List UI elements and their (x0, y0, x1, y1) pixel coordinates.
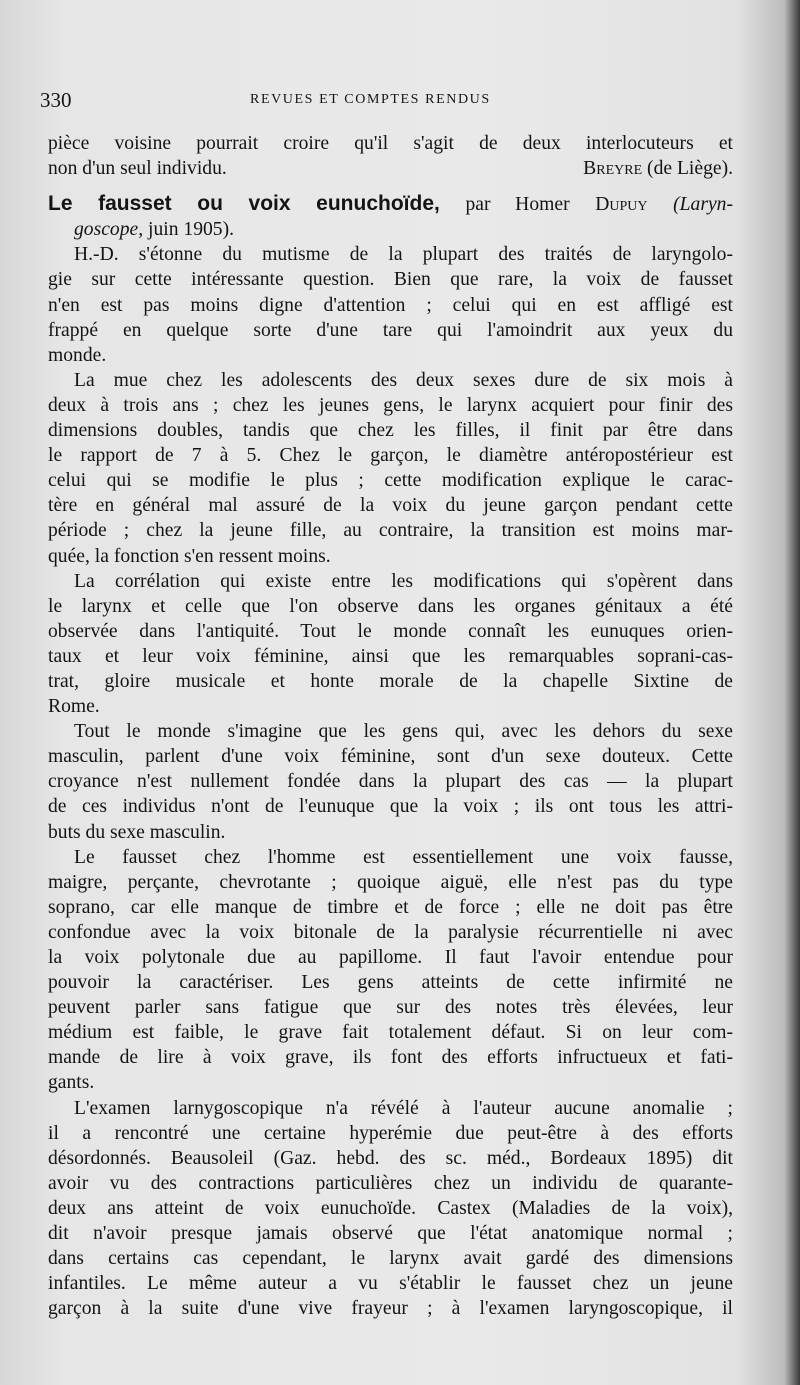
text-line: période ; chez la jeune fille, au contraire, la transition est moins mar- (48, 520, 733, 542)
text-line: H.-D. s'étonne du mutisme de la plupart des traités de laryngolo- (74, 244, 733, 266)
article-journal-cont: goscope, (74, 219, 144, 241)
section-gap (48, 181, 733, 191)
text-line-signature (48, 156, 733, 181)
page-header (40, 88, 740, 118)
article-by: par Homer (465, 194, 570, 216)
text-line: buts du sexe masculin. (48, 821, 226, 843)
text-line: taux et leur voix féminine, ainsi que les remarquables soprani-cas- (48, 645, 733, 667)
text-line: la voix polytonale due au papillome. Il faut l'avoir entendue pour (48, 947, 733, 968)
text-line: Rome. (48, 696, 100, 718)
article-heading (48, 191, 733, 217)
text-line: de ces individus n'ont de l'eunuque que la voix ; ils ont tous les attri- (48, 796, 733, 818)
text-fragment: non d'un seul individu. (48, 158, 227, 180)
paragraph-4 (48, 719, 733, 844)
text-line: La corrélation qui existe entre les modifications qui s'opèrent dans (74, 570, 733, 592)
text-line: infantiles. Le même auteur a vu s'établir le fausset chez un jeune (48, 1273, 733, 1295)
signature-place: (de Liège). (647, 158, 733, 180)
article-journal: (Laryn- (673, 194, 733, 216)
text-line: garçon à la suite d'une vive frayeur ; à l'examen laryngoscopique, il (48, 1298, 733, 1320)
text-line: pouvoir la caractériser. Les gens atteints de cette infirmité ne (48, 972, 733, 994)
text-line: trat, gloire musicale et honte morale de la chapelle Sixtine de (48, 670, 733, 692)
text-line: tère en général mal assuré de la voix du jeune garçon pendant cette (48, 495, 733, 517)
text-line: maigre, perçante, chevrotante ; quoique aiguë, elle n'est pas du type (48, 871, 733, 893)
article-title: Le fausset ou voix eunuchoïde, (48, 192, 440, 216)
article-heading-cont (48, 217, 733, 242)
text-line: quée, la fonction s'en ressent moins. (48, 545, 331, 567)
text-line: n'en est pas moins digne d'attention ; celui qui en est affligé est (48, 294, 733, 316)
page-number: 330 (40, 88, 72, 112)
text-line: dimensions doubles, tandis que chez les filles, il finit par être dans (48, 420, 733, 442)
review-signature (583, 156, 733, 181)
running-head: REVUES ET COMPTES RENDUS (250, 92, 491, 107)
signature-name: Breyre (583, 158, 643, 180)
text-line: mande de lire à voix grave, ils font des efforts infructueux et fati- (48, 1047, 733, 1069)
text-line: le rapport de 7 à 5. Chez le garçon, le diamètre antéropostérieur est (48, 445, 733, 467)
text-line: deux à trois ans ; chez les jeunes gens, le larynx acquiert pour finir des (48, 394, 733, 416)
text-line: Le fausset chez l'homme est essentiellement une voix fausse, (74, 846, 733, 868)
paragraph-3 (48, 569, 733, 720)
text-line: observée dans l'antiquité. Tout le monde connaît les eunuques orien- (48, 620, 733, 642)
text-line: gie sur cette intéressante question. Bien que rare, la voix de fausset (48, 269, 733, 291)
paragraph-2 (48, 368, 733, 569)
text-line: dans certains cas cependant, le larynx avait gardé des dimensions (48, 1248, 733, 1270)
paragraph-6 (48, 1096, 733, 1322)
article-author: Dupuy (595, 194, 648, 216)
text-line: Tout le monde s'imagine que les gens qui, avec les dehors du sexe (74, 721, 733, 743)
text-line: masculin, parlent d'une voix féminine, sont d'un sexe douteux. Cette (48, 746, 733, 768)
text-line: le larynx et celle que l'on observe dans les organes génitaux a été (48, 595, 733, 617)
text-line: soprano, car elle manque de timbre et de force ; elle ne doit pas être (48, 896, 733, 918)
text-line: médium est faible, le grave fait totalement défaut. Si on leur com- (48, 1022, 733, 1044)
text-line: monde. (48, 344, 107, 366)
text-line: dit n'avoir presque jamais observé que l'état anatomique normal ; (48, 1223, 733, 1245)
text-line: deux ans atteint de voix eunuchoïde. Castex (Maladies de la voix), (48, 1197, 733, 1219)
paragraph-5 (48, 845, 733, 1096)
text-line: L'examen larnygoscopique n'a révélé à l'auteur aucune anomalie ; (74, 1097, 733, 1119)
text-line: avoir vu des contractions particulières chez un individu de quarante- (48, 1172, 733, 1194)
text-line: peuvent parler sans fatigue que sur des notes très élevées, leur (48, 997, 733, 1019)
text-line: désordonnés. Beausoleil (Gaz. hebd. des sc. méd., Bordeaux 1895) dit (48, 1147, 733, 1169)
text-line: gants. (48, 1072, 95, 1094)
text-line: pièce voisine pourrait croire qu'il s'agit de deux interlocuteurs et (48, 133, 733, 154)
text-line: La mue chez les adolescents des deux sexes dure de six mois à (74, 369, 733, 391)
paragraph-1 (48, 242, 733, 367)
text-line: celui qui se modifie le plus ; cette modification explique le carac- (48, 470, 733, 492)
text-line: croyance n'est nullement fondée dans la plupart des cas — la plupart (48, 771, 733, 793)
article-date: juin 1905). (148, 219, 235, 241)
text-line: frappé en quelque sorte d'une tare qui l'amoindrit aux yeux du (48, 319, 733, 341)
page-body (48, 131, 733, 1321)
text-line: il a rencontré une certaine hyperémie due peut-être à des efforts (48, 1122, 733, 1144)
text-line: confondue avec la voix bitonale de la paralysie récurrentielle ni avec (48, 921, 733, 943)
